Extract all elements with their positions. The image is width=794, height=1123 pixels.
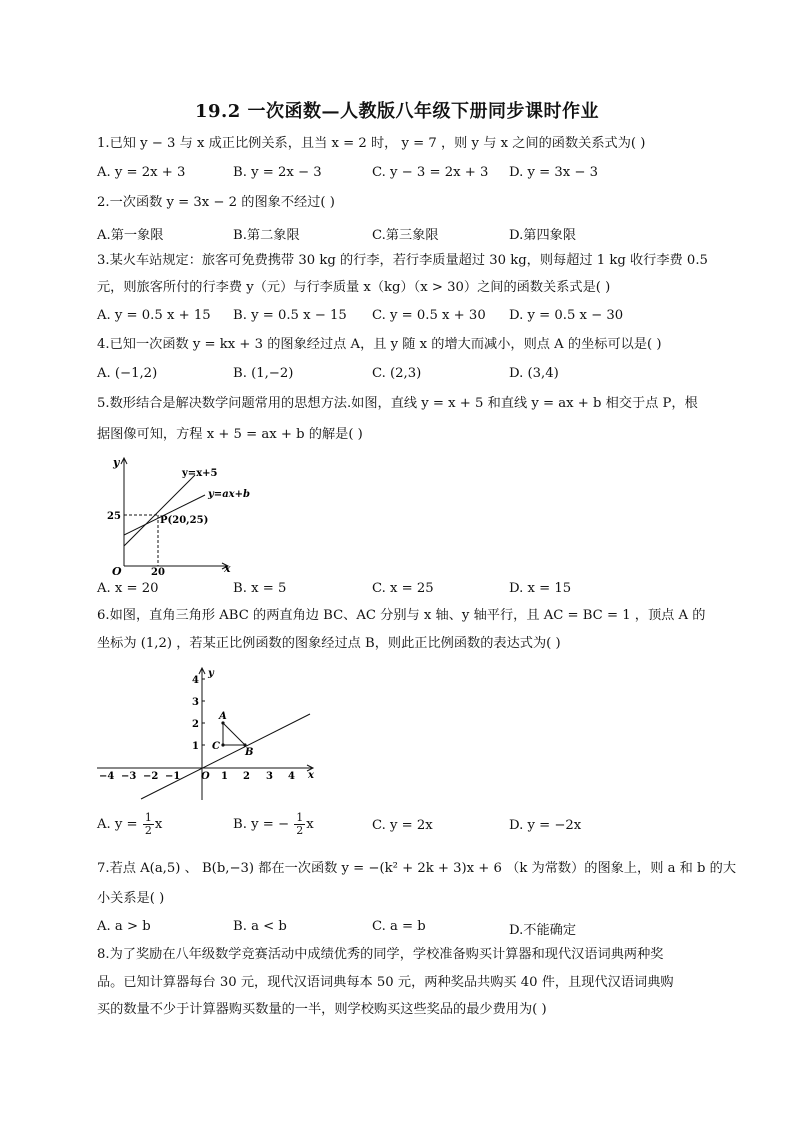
- q5-point-label: P(20,25): [160, 515, 209, 526]
- q6-xtick-2: 2: [243, 771, 250, 782]
- question-4-options: [97, 366, 697, 388]
- q5-tick-x-20: 20: [151, 567, 165, 577]
- q6-option-a-prefix: A. y =: [97, 817, 138, 832]
- q6-option-b-suffix: x: [306, 817, 314, 832]
- q6-xtick-neg1: −1: [165, 771, 181, 782]
- question-3-stem-line-1: 3.某火车站规定：旅客可免费携带 30 kg 的行李，若行李质量超过 30 kg，则每超过 1 kg 收行李费 0.5: [97, 253, 708, 268]
- q5-tick-y-25: 25: [107, 511, 121, 522]
- q2-option-c[interactable]: C.第三象限: [372, 228, 439, 243]
- q6-ytick-4: 4: [192, 675, 199, 686]
- q6-option-b-prefix: B. y = −: [233, 817, 290, 832]
- q2-option-b[interactable]: B.第二象限: [233, 228, 300, 243]
- q6-xtick-neg2: −2: [143, 771, 159, 782]
- q5-option-c[interactable]: C. x = 25: [372, 581, 434, 596]
- question-8-stem-line-1: 8.为了奖励在八年级数学竞赛活动中成绩优秀的同学，学校准备购买计算器和现代汉语词典两种奖: [97, 947, 664, 962]
- q6-option-a[interactable]: [97, 812, 162, 837]
- q6-b-numerator: 1: [296, 811, 304, 824]
- q7-option-c[interactable]: C. a = b: [372, 919, 426, 934]
- q7-option-b[interactable]: B. a < b: [233, 919, 287, 934]
- question-7-stem-line-2: 小关系是( ): [97, 891, 165, 906]
- q1-option-b[interactable]: B. y = 2x − 3: [233, 165, 322, 180]
- q6-a-denominator: 2: [144, 824, 152, 837]
- q6-xtick-4: 4: [288, 771, 295, 782]
- question-8-stem-line-3: 买的数量不少于计算器购买数量的一半，则学校购买这些奖品的最少费用为( ): [97, 1002, 547, 1017]
- q6-ytick-1: 1: [192, 741, 199, 752]
- q6-ytick-2: 2: [192, 719, 199, 730]
- question-1-stem: 1.已知 y − 3 与 x 成正比例关系，且当 x = 2 时， y = 7 ，则 y 与 x 之间的函数关系式为( ): [97, 136, 646, 151]
- q3-option-b[interactable]: B. y = 0.5 x − 15: [233, 308, 347, 323]
- q6-label-c: C: [212, 741, 220, 752]
- q4-option-c[interactable]: C. (2,3): [372, 366, 422, 381]
- q6-xtick-neg3: −3: [121, 771, 137, 782]
- question-6-stem-line-1: 6.如图，直角三角形 ABC 的两直角边 BC、AC 分别与 x 轴、y 轴平行，且 AC = BC = 1 ，顶点 A 的: [97, 608, 706, 623]
- q6-xtick-3: 3: [266, 771, 273, 782]
- q5-line1-label: y=x+5: [182, 468, 218, 479]
- q6-side-ab: [223, 723, 245, 745]
- question-5-stem-line-1: 5.数形结合是解决数学问题常用的思想方法.如图，直线 y = x + 5 和直线 y = ax + b 相交于点 P，根: [97, 396, 698, 411]
- q7-option-d[interactable]: D.不能确定: [509, 923, 577, 938]
- question-4-stem: 4.已知一次函数 y = kx + 3 的图象经过点 A，且 y 随 x 的增大而减小，则点 A 的坐标可以是( ): [97, 337, 662, 352]
- q1-option-a[interactable]: A. y = 2x + 3: [97, 165, 186, 180]
- question-2-options: [97, 224, 697, 246]
- question-6-options: [97, 812, 697, 842]
- question-3-stem-line-2: 元，则旅客所付的行李费 y（元）与行李质量 x（kg）（x > 30）之间的函数关系式是( ): [97, 280, 611, 295]
- question-5-figure: [100, 452, 260, 577]
- q5-y-label: y: [113, 456, 120, 469]
- q5-option-d[interactable]: D. x = 15: [509, 581, 572, 596]
- q6-xtick-neg4: −4: [99, 771, 115, 782]
- q6-option-a-fraction: [143, 812, 154, 837]
- q5-origin-label: O: [112, 565, 122, 577]
- q2-option-a[interactable]: A.第一象限: [97, 228, 164, 243]
- question-5-stem-line-2: 据图像可知，方程 x + 5 = ax + b 的解是( ): [97, 427, 363, 442]
- question-5-options: [97, 581, 697, 603]
- q5-option-a[interactable]: A. x = 20: [97, 581, 159, 596]
- q3-option-c[interactable]: C. y = 0.5 x + 30: [372, 308, 486, 323]
- question-8-stem-line-2: 品。已知计算器每台 30 元，现代汉语词典每本 50 元，两种奖品共购买 40 件，且现代汉语词典购: [97, 975, 674, 990]
- q6-option-b[interactable]: [233, 812, 314, 837]
- question-1-options: [97, 165, 697, 187]
- q4-option-a[interactable]: A. (−1,2): [97, 366, 158, 381]
- q6-xtick-1: 1: [221, 771, 228, 782]
- question-7-options: [97, 919, 697, 941]
- q5-option-b[interactable]: B. x = 5: [233, 581, 287, 596]
- q3-option-d[interactable]: D. y = 0.5 x − 30: [509, 308, 624, 323]
- q4-option-b[interactable]: B. (1,−2): [233, 366, 294, 381]
- page-title: 19.2 一次函数—人教版八年级下册同步课时作业: [194, 101, 600, 122]
- question-6-stem-line-2: 坐标为 (1,2) ，若某正比例函数的图象经过点 B，则此正比例函数的表达式为( ): [97, 636, 561, 651]
- q5-line2-label: y=ax+b: [208, 489, 251, 500]
- q6-label-b: B: [245, 747, 254, 758]
- q5-x-label: x: [224, 562, 231, 575]
- q2-option-d[interactable]: D.第四象限: [509, 228, 577, 243]
- q1-option-c[interactable]: C. y − 3 = 2x + 3: [372, 165, 489, 180]
- q6-line-through-b: [141, 714, 310, 799]
- q6-option-b-fraction: [294, 812, 305, 837]
- q4-option-d[interactable]: D. (3,4): [509, 366, 559, 381]
- q6-y-label: y: [208, 668, 214, 679]
- q1-option-d[interactable]: D. y = 3x − 3: [509, 165, 599, 180]
- q5-line-x-plus-5: [124, 475, 195, 546]
- q6-option-d[interactable]: D. y = −2x: [509, 818, 582, 833]
- q3-option-a[interactable]: A. y = 0.5 x + 15: [97, 308, 211, 323]
- q6-point-c: [221, 743, 224, 746]
- q7-option-a[interactable]: A. a > b: [97, 919, 151, 934]
- q6-b-denominator: 2: [296, 824, 304, 837]
- question-6-figure: [95, 664, 325, 804]
- q6-option-c[interactable]: C. y = 2x: [372, 818, 433, 833]
- q6-origin-label: O: [201, 771, 210, 782]
- question-7-stem-line-1: 7.若点 A(a,5) 、 B(b,−3) 都在一次函数 y = −(k² + 2k + 3)x + 6 （k 为常数）的图象上，则 a 和 b 的大: [97, 861, 737, 876]
- q6-ytick-3: 3: [192, 697, 199, 708]
- question-3-options: [97, 308, 697, 330]
- q6-option-a-suffix: x: [154, 817, 163, 832]
- q6-a-numerator: 1: [144, 811, 152, 824]
- question-2-stem: 2.一次函数 y = 3x − 2 的图象不经过( ): [97, 195, 335, 210]
- q6-x-label: x: [308, 770, 314, 781]
- q6-label-a: A: [219, 711, 227, 722]
